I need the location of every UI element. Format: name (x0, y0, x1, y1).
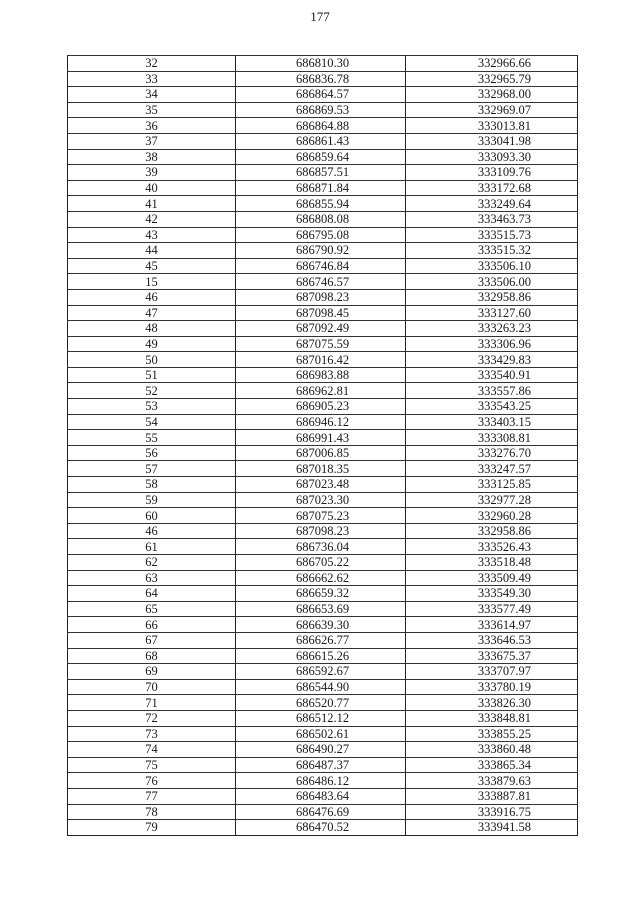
table-row (68, 367, 578, 383)
y-coordinate-cell: 333887.81 (406, 788, 578, 804)
point-number-cell: 52 (68, 383, 236, 399)
y-coordinate-cell: 333879.63 (406, 773, 578, 789)
point-number-cell: 71 (68, 695, 236, 711)
x-coordinate-cell: 687018.35 (236, 461, 406, 477)
x-coordinate-cell: 687075.23 (236, 508, 406, 524)
x-coordinate-cell: 687098.23 (236, 523, 406, 539)
table-row (68, 383, 578, 399)
y-coordinate-cell: 333540.91 (406, 367, 578, 383)
x-coordinate-cell: 686795.08 (236, 227, 406, 243)
point-number-cell: 50 (68, 352, 236, 368)
table-row (68, 492, 578, 508)
point-number-cell: 57 (68, 461, 236, 477)
y-coordinate-cell: 333093.30 (406, 149, 578, 165)
y-coordinate-cell: 333509.49 (406, 570, 578, 586)
point-number-cell: 46 (68, 289, 236, 305)
point-number-cell: 78 (68, 804, 236, 820)
x-coordinate-cell: 686864.88 (236, 118, 406, 134)
point-number-cell: 36 (68, 118, 236, 134)
page-number: 177 (310, 9, 330, 24)
y-coordinate-cell: 333577.49 (406, 601, 578, 617)
y-coordinate-cell: 333848.81 (406, 710, 578, 726)
point-number-cell: 45 (68, 258, 236, 274)
x-coordinate-cell: 687006.85 (236, 445, 406, 461)
table-row (68, 289, 578, 305)
point-number-cell: 49 (68, 336, 236, 352)
x-coordinate-cell: 686983.88 (236, 367, 406, 383)
y-coordinate-cell: 332960.28 (406, 508, 578, 524)
x-coordinate-cell: 686486.12 (236, 773, 406, 789)
point-number-cell: 73 (68, 726, 236, 742)
table-row (68, 321, 578, 337)
x-coordinate-cell: 686512.12 (236, 710, 406, 726)
point-number-cell: 62 (68, 555, 236, 571)
table-row (68, 352, 578, 368)
y-coordinate-cell: 333429.83 (406, 352, 578, 368)
x-coordinate-cell: 687092.49 (236, 321, 406, 337)
table-row (68, 445, 578, 461)
table-row (68, 804, 578, 820)
x-coordinate-cell: 686864.57 (236, 87, 406, 103)
y-coordinate-cell: 333041.98 (406, 133, 578, 149)
y-coordinate-cell: 333780.19 (406, 679, 578, 695)
table-row (68, 555, 578, 571)
x-coordinate-cell: 686808.08 (236, 211, 406, 227)
x-coordinate-cell: 686905.23 (236, 399, 406, 415)
point-number-cell: 56 (68, 445, 236, 461)
point-number-cell: 34 (68, 87, 236, 103)
point-number-cell: 38 (68, 149, 236, 165)
y-coordinate-cell: 333013.81 (406, 118, 578, 134)
y-coordinate-cell: 333463.73 (406, 211, 578, 227)
y-coordinate-cell: 333526.43 (406, 539, 578, 555)
x-coordinate-cell: 686861.43 (236, 133, 406, 149)
y-coordinate-cell: 333557.86 (406, 383, 578, 399)
y-coordinate-cell: 333549.30 (406, 586, 578, 602)
y-coordinate-cell: 333308.81 (406, 430, 578, 446)
table-row (68, 523, 578, 539)
table-row (68, 570, 578, 586)
x-coordinate-cell: 686736.04 (236, 539, 406, 555)
point-number-cell: 58 (68, 477, 236, 493)
y-coordinate-cell: 333707.97 (406, 664, 578, 680)
x-coordinate-cell: 687098.45 (236, 305, 406, 321)
table-row (68, 710, 578, 726)
y-coordinate-cell: 333172.68 (406, 180, 578, 196)
point-number-cell: 77 (68, 788, 236, 804)
x-coordinate-cell: 687075.59 (236, 336, 406, 352)
point-number-cell: 65 (68, 601, 236, 617)
table-row (68, 196, 578, 212)
y-coordinate-cell: 332977.28 (406, 492, 578, 508)
y-coordinate-cell: 333675.37 (406, 648, 578, 664)
table-row (68, 399, 578, 415)
coordinates-table (67, 55, 578, 836)
table-row (68, 648, 578, 664)
x-coordinate-cell: 686746.57 (236, 274, 406, 290)
point-number-cell: 61 (68, 539, 236, 555)
y-coordinate-cell: 332958.86 (406, 523, 578, 539)
table-row (68, 180, 578, 196)
x-coordinate-cell: 686626.77 (236, 632, 406, 648)
x-coordinate-cell: 686857.51 (236, 165, 406, 181)
table-row (68, 820, 578, 836)
table-row (68, 477, 578, 493)
table-row (68, 601, 578, 617)
x-coordinate-cell: 686592.67 (236, 664, 406, 680)
y-coordinate-cell: 333306.96 (406, 336, 578, 352)
point-number-cell: 59 (68, 492, 236, 508)
point-number-cell: 39 (68, 165, 236, 181)
table-row (68, 773, 578, 789)
x-coordinate-cell: 686810.30 (236, 56, 406, 72)
point-number-cell: 42 (68, 211, 236, 227)
point-number-cell: 46 (68, 523, 236, 539)
point-number-cell: 60 (68, 508, 236, 524)
point-number-cell: 35 (68, 102, 236, 118)
point-number-cell: 68 (68, 648, 236, 664)
point-number-cell: 43 (68, 227, 236, 243)
y-coordinate-cell: 332966.66 (406, 56, 578, 72)
point-number-cell: 75 (68, 757, 236, 773)
x-coordinate-cell: 686639.30 (236, 617, 406, 633)
y-coordinate-cell: 333403.15 (406, 414, 578, 430)
x-coordinate-cell: 686869.53 (236, 102, 406, 118)
x-coordinate-cell: 686483.64 (236, 788, 406, 804)
table-row (68, 632, 578, 648)
point-number-cell: 44 (68, 243, 236, 259)
point-number-cell: 54 (68, 414, 236, 430)
y-coordinate-cell: 333855.25 (406, 726, 578, 742)
coordinates-table-body (68, 56, 578, 836)
x-coordinate-cell: 686790.92 (236, 243, 406, 259)
point-number-cell: 66 (68, 617, 236, 633)
x-coordinate-cell: 687016.42 (236, 352, 406, 368)
table-row (68, 664, 578, 680)
y-coordinate-cell: 333127.60 (406, 305, 578, 321)
table-row (68, 211, 578, 227)
x-coordinate-cell: 686962.81 (236, 383, 406, 399)
table-row (68, 133, 578, 149)
x-coordinate-cell: 686653.69 (236, 601, 406, 617)
x-coordinate-cell: 686859.64 (236, 149, 406, 165)
y-coordinate-cell: 333515.73 (406, 227, 578, 243)
point-number-cell: 64 (68, 586, 236, 602)
point-number-cell: 32 (68, 56, 236, 72)
table-row (68, 742, 578, 758)
table-row (68, 726, 578, 742)
y-coordinate-cell: 333276.70 (406, 445, 578, 461)
table-row (68, 149, 578, 165)
table-row (68, 305, 578, 321)
x-coordinate-cell: 686855.94 (236, 196, 406, 212)
table-row (68, 679, 578, 695)
x-coordinate-cell: 686991.43 (236, 430, 406, 446)
y-coordinate-cell: 333506.00 (406, 274, 578, 290)
x-coordinate-cell: 686946.12 (236, 414, 406, 430)
point-number-cell: 15 (68, 274, 236, 290)
x-coordinate-cell: 686659.32 (236, 586, 406, 602)
y-coordinate-cell: 333941.58 (406, 820, 578, 836)
y-coordinate-cell: 333125.85 (406, 477, 578, 493)
table-row (68, 414, 578, 430)
y-coordinate-cell: 333247.57 (406, 461, 578, 477)
point-number-cell: 33 (68, 71, 236, 87)
y-coordinate-cell: 333865.34 (406, 757, 578, 773)
table-row (68, 243, 578, 259)
y-coordinate-cell: 333109.76 (406, 165, 578, 181)
x-coordinate-cell: 686487.37 (236, 757, 406, 773)
table-row (68, 102, 578, 118)
point-number-cell: 70 (68, 679, 236, 695)
point-number-cell: 51 (68, 367, 236, 383)
y-coordinate-cell: 333614.97 (406, 617, 578, 633)
y-coordinate-cell: 333249.64 (406, 196, 578, 212)
table-row (68, 508, 578, 524)
table-row (68, 274, 578, 290)
y-coordinate-cell: 333646.53 (406, 632, 578, 648)
table-row (68, 56, 578, 72)
x-coordinate-cell: 686662.62 (236, 570, 406, 586)
point-number-cell: 37 (68, 133, 236, 149)
x-coordinate-cell: 686476.69 (236, 804, 406, 820)
point-number-cell: 74 (68, 742, 236, 758)
point-number-cell: 53 (68, 399, 236, 415)
table-row (68, 757, 578, 773)
y-coordinate-cell: 333860.48 (406, 742, 578, 758)
point-number-cell: 67 (68, 632, 236, 648)
x-coordinate-cell: 687023.48 (236, 477, 406, 493)
x-coordinate-cell: 686615.26 (236, 648, 406, 664)
x-coordinate-cell: 686490.27 (236, 742, 406, 758)
y-coordinate-cell: 333518.48 (406, 555, 578, 571)
table-row (68, 788, 578, 804)
x-coordinate-cell: 686746.84 (236, 258, 406, 274)
table-row (68, 539, 578, 555)
x-coordinate-cell: 686470.52 (236, 820, 406, 836)
y-coordinate-cell: 333826.30 (406, 695, 578, 711)
x-coordinate-cell: 686705.22 (236, 555, 406, 571)
point-number-cell: 48 (68, 321, 236, 337)
x-coordinate-cell: 686502.61 (236, 726, 406, 742)
table-row (68, 430, 578, 446)
x-coordinate-cell: 687098.23 (236, 289, 406, 305)
point-number-cell: 55 (68, 430, 236, 446)
x-coordinate-cell: 686836.78 (236, 71, 406, 87)
point-number-cell: 63 (68, 570, 236, 586)
x-coordinate-cell: 686544.90 (236, 679, 406, 695)
y-coordinate-cell: 332965.79 (406, 71, 578, 87)
y-coordinate-cell: 333543.25 (406, 399, 578, 415)
y-coordinate-cell: 332968.00 (406, 87, 578, 103)
table-row (68, 258, 578, 274)
table-row (68, 165, 578, 181)
point-number-cell: 41 (68, 196, 236, 212)
table-row (68, 118, 578, 134)
point-number-cell: 76 (68, 773, 236, 789)
y-coordinate-cell: 333263.23 (406, 321, 578, 337)
table-row (68, 87, 578, 103)
x-coordinate-cell: 687023.30 (236, 492, 406, 508)
y-coordinate-cell: 332969.07 (406, 102, 578, 118)
x-coordinate-cell: 686871.84 (236, 180, 406, 196)
x-coordinate-cell: 686520.77 (236, 695, 406, 711)
point-number-cell: 47 (68, 305, 236, 321)
table-row (68, 71, 578, 87)
table-row (68, 617, 578, 633)
y-coordinate-cell: 333916.75 (406, 804, 578, 820)
table-row (68, 586, 578, 602)
y-coordinate-cell: 333506.10 (406, 258, 578, 274)
table-row (68, 227, 578, 243)
table-row (68, 336, 578, 352)
point-number-cell: 40 (68, 180, 236, 196)
table-row (68, 461, 578, 477)
point-number-cell: 79 (68, 820, 236, 836)
table-row (68, 695, 578, 711)
point-number-cell: 69 (68, 664, 236, 680)
y-coordinate-cell: 332958.86 (406, 289, 578, 305)
y-coordinate-cell: 333515.32 (406, 243, 578, 259)
point-number-cell: 72 (68, 710, 236, 726)
